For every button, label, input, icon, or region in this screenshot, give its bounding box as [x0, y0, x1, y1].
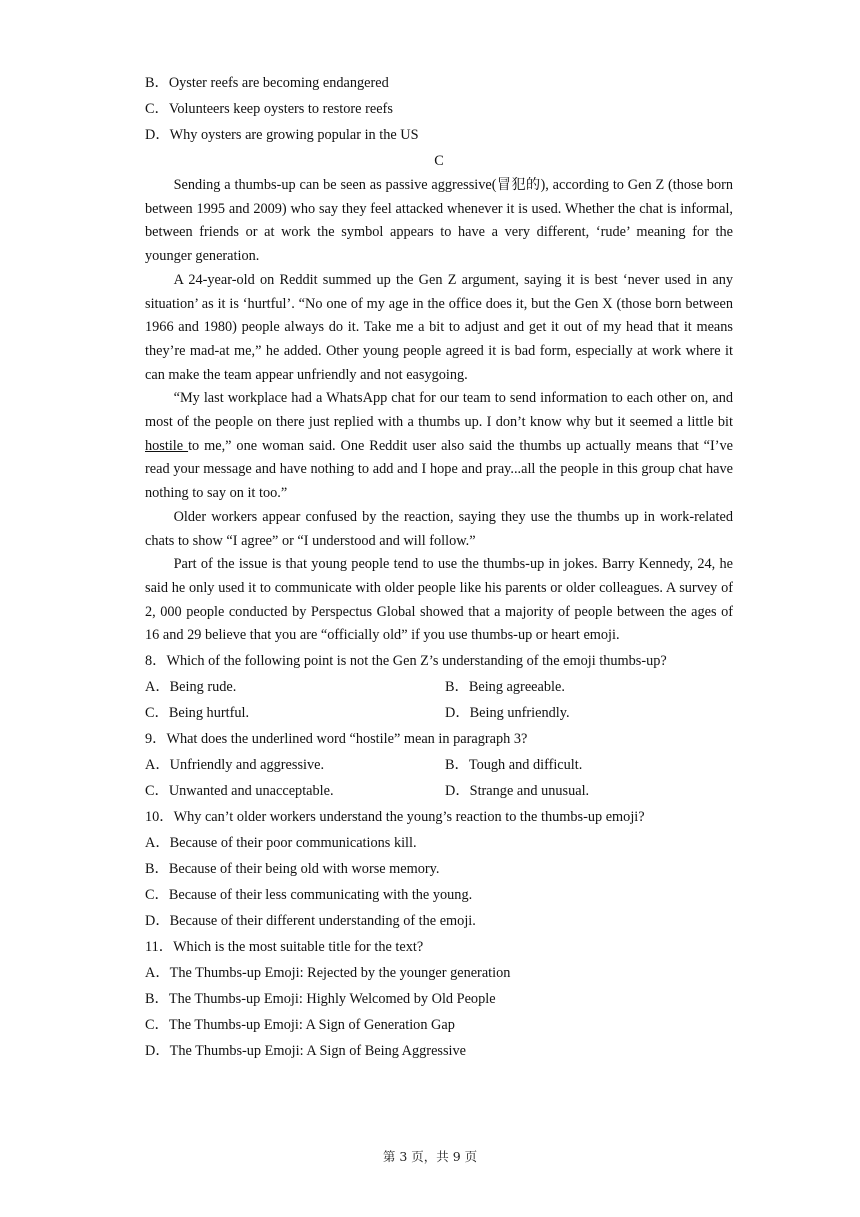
- q11-option-b: B．The Thumbs-up Emoji: Highly Welcomed by Old People: [145, 991, 496, 1008]
- q8-option-d: D．Being unfriendly.: [445, 705, 570, 722]
- passage-paragraph-5: Part of the issue is that young people tend to use the thumbs-up in jokes. Barry Kennedy, 24, he said he only used it to communicate with older people like his parents or older colleagues. A survey of 2, 000 people conducted by Perspectus Global showed that a majority of people between the ages of 16 and 29 believe that you are “officially old” if you use thumbs-up or heart emoji.: [145, 556, 733, 644]
- question-9-options-row-2: [145, 778, 733, 804]
- paragraph-3-text-before: “My last workplace had a WhatsApp chat for our team to send information to each other on, and most of the people on there just replied with a thumbs up. I don’t know why but it seemed a little bit: [145, 390, 733, 431]
- passage-paragraph-1: Sending a thumbs-up can be seen as passive aggressive(冒犯的), according to Gen Z (those born between 1995 and 2009) who say they feel attacked whenever it is used. Whether the chat is informal, between friends or at work the symbol appears to have a very different, ‘rude’ meaning for the younger generation.: [145, 177, 733, 265]
- q8-option-c: C．Being hurtful.: [145, 705, 250, 722]
- question-9-options-row-1: [145, 752, 733, 778]
- question-8-stem: 8．Which of the following point is not the Gen Z’s understanding of the emoji thumbs-up?: [145, 653, 667, 670]
- question-11-stem: 11．Which is the most suitable title for the text?: [145, 939, 424, 956]
- prev-option-b: B．Oyster reefs are becoming endangered: [145, 75, 389, 91]
- document-page: [145, 70, 733, 1064]
- q10-option-a: A．Because of their poor communications kill.: [145, 835, 417, 852]
- q8-option-a: A．Being rude.: [145, 679, 237, 696]
- q10-option-d: D．Because of their different understanding of the emoji.: [145, 913, 476, 930]
- paragraph-3-text-after: to me,” one woman said. One Reddit user also said the thumbs up actually means that “I’ve read your message and have nothing to add and I hope and pray...all the people in this group chat have nothing to say on it too.”: [145, 437, 733, 502]
- q10-option-b: B．Because of their being old with worse memory.: [145, 861, 440, 878]
- q11-option-d: D．The Thumbs-up Emoji: A Sign of Being Aggressive: [145, 1043, 467, 1060]
- prev-option-d: D．Why oysters are growing popular in the US: [145, 127, 419, 143]
- q8-option-b: B．Being agreeable.: [445, 679, 565, 696]
- passage-paragraph-4: Older workers appear confused by the reaction, saying they use the thumbs up in work-related chats to show “I agree” or “I understood and will follow.”: [145, 508, 733, 549]
- q11-option-c: C．The Thumbs-up Emoji: A Sign of Generation Gap: [145, 1017, 455, 1034]
- q9-option-d: D．Strange and unusual.: [445, 783, 590, 800]
- question-10-stem: 10．Why can’t older workers understand the young’s reaction to the thumbs-up emoji?: [145, 809, 645, 826]
- underlined-word-hostile: hostile: [145, 437, 189, 454]
- question-8-options-row-1: [145, 674, 733, 700]
- q11-option-a: A．The Thumbs-up Emoji: Rejected by the younger generation: [145, 965, 511, 982]
- q9-option-c: C．Unwanted and unacceptable.: [145, 783, 334, 800]
- question-9-stem: 9．What does the underlined word “hostile” mean in paragraph 3?: [145, 731, 528, 748]
- passage-paragraph-3: [145, 387, 733, 506]
- page-footer: 第 3 页，共 9 页: [382, 1149, 478, 1164]
- q9-option-a: A．Unfriendly and aggressive.: [145, 757, 325, 774]
- prev-option-c: C．Volunteers keep oysters to restore reefs: [145, 101, 393, 117]
- section-label: C: [434, 153, 444, 169]
- q9-option-b: B．Tough and difficult.: [445, 757, 583, 774]
- question-8-options-row-2: [145, 700, 733, 726]
- passage-paragraph-2: A 24-year-old on Reddit summed up the Gen Z argument, saying it is best ‘never used in any situation’ as it is ‘hurtful’. “No one of my age in the office does it, but the Gen X (those born between 1966 and 1980) people always do it. Take me a bit to adjust and get it out of my head that it means they’re mad-at me,” he added. Other young people agreed it is bad form, especially at work where it can make the team appear unfriendly and not easygoing.: [145, 271, 733, 383]
- q10-option-c: C．Because of their less communicating with the young.: [145, 887, 473, 904]
